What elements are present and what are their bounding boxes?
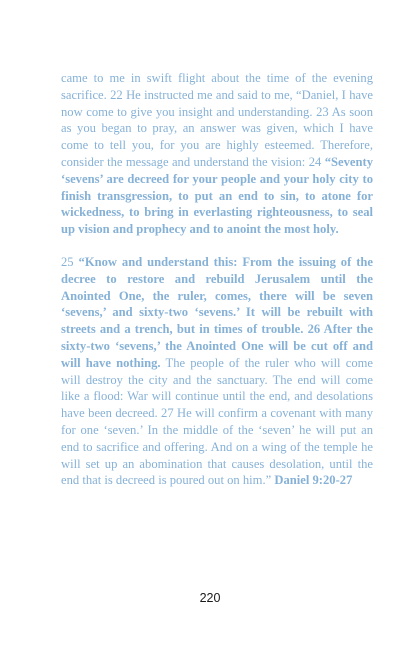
verse-text: The people of the ruler who will come will destroy the city and the sanctuary. The end will come like a flood: War will continue until the end, and desolations have been decreed. 27 He will confirm a covenant with many for one ‘seven.’ In the middle of the ‘seven’ he will put an end to sacrifice and offering. And on a wing of the temple he will set up an abomination that causes desolation, until the end that is decreed is poured out on him.” bbox=[61, 355, 373, 488]
paragraph-1 bbox=[61, 70, 373, 238]
scripture-reference: Daniel 9:20-27 bbox=[274, 473, 353, 488]
page-number: 220 bbox=[199, 591, 221, 605]
verse-bold-text: “Seventy ‘sevens’ are decreed for your people and your holy city to finish transgression, to put an end to sin, to atone for wickedness, to bring in everlasting righteousness, to seal up vision and prophecy and to anoint the most holy. bbox=[61, 154, 374, 237]
verse-number: 25 bbox=[61, 254, 79, 269]
verse-number: 24 bbox=[305, 154, 325, 169]
verse-bold-text: “Know and understand this: From the issuing of the decree to restore and rebuild Jerusalem until the Anointed One, the ruler, comes, there will be seven ‘sevens,’ and sixty-two ‘sevens.’ It will be rebuilt with streets and a trench, but in times of trouble. 26 After the sixty-two ‘sevens,’ the Anointed One will be cut off and will have nothing. bbox=[61, 254, 373, 370]
paragraph-2 bbox=[61, 254, 373, 489]
page-body bbox=[61, 70, 373, 489]
verse-text: came to me in swift flight about the time of the evening sacrifice. 22 He instructed me and said to me, “Daniel, I have now come to give you insight and understanding. 23 As soon as you began to pray, an answer was given, which I have come to tell you, for you are highly esteemed. Therefore, consider the message and understand the vision: bbox=[61, 71, 373, 169]
